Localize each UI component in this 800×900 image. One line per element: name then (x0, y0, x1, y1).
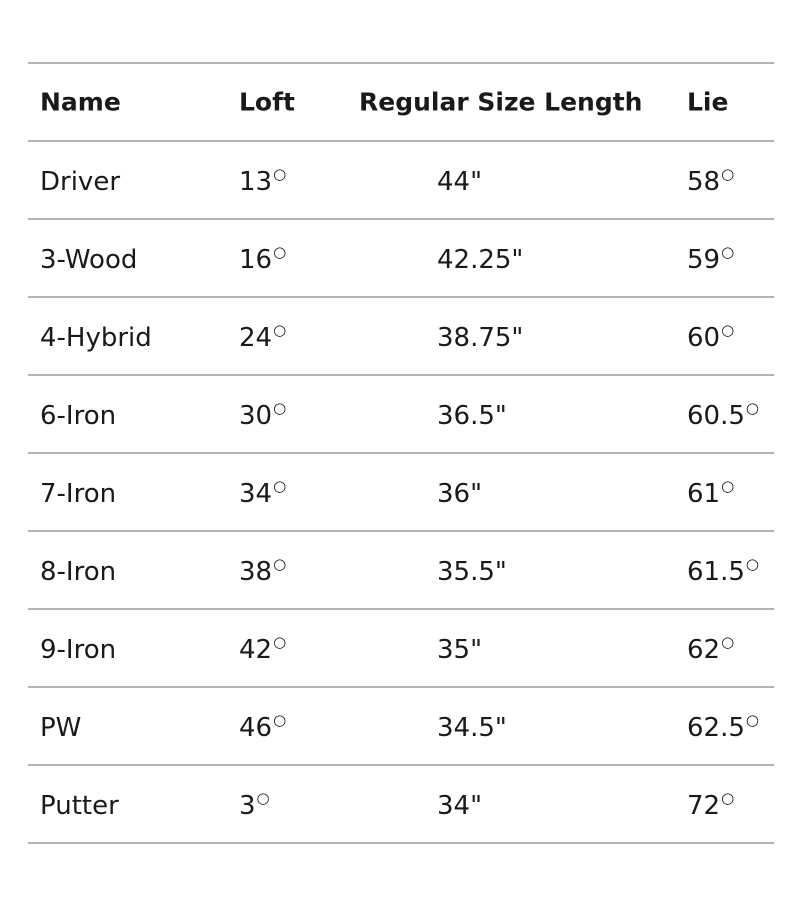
table-row (28, 298, 774, 376)
cell-lie-value: 59 (687, 245, 721, 275)
header-loft: Loft (239, 87, 295, 117)
cell-loft (239, 167, 286, 197)
cell-lie (687, 323, 734, 353)
degree-symbol: ○ (745, 555, 759, 573)
cell-lie (687, 167, 734, 197)
degree-symbol: ○ (273, 321, 287, 339)
degree-symbol: ○ (745, 399, 759, 417)
cell-name (40, 245, 137, 275)
degree-symbol: ○ (273, 477, 287, 495)
table-row (28, 688, 774, 766)
cell-lie-value: 60.5 (687, 401, 745, 431)
cell-length (437, 791, 482, 821)
degree-symbol: ○ (273, 711, 287, 729)
cell-length (437, 635, 482, 665)
cell-loft (239, 791, 270, 821)
cell-name-value: Putter (40, 791, 119, 821)
cell-lie-value: 62.5 (687, 713, 745, 743)
cell-length (437, 713, 507, 743)
cell-name-value: 3-Wood (40, 245, 138, 275)
degree-symbol: ○ (273, 399, 287, 417)
degree-symbol: ○ (273, 165, 287, 183)
cell-length-value: 36.5" (437, 401, 507, 431)
cell-lie-value: 61 (687, 479, 721, 509)
header-length: Regular Size Length (359, 87, 643, 117)
cell-length-value: 38.75" (437, 323, 524, 353)
cell-name-value: 6-Iron (40, 401, 117, 431)
cell-loft (239, 323, 286, 353)
cell-name (40, 401, 116, 431)
cell-name (40, 791, 119, 821)
cell-lie-value: 58 (687, 167, 721, 197)
cell-length (437, 167, 482, 197)
cell-length (437, 323, 523, 353)
cell-name-value: 4-Hybrid (40, 323, 152, 353)
table-row (28, 610, 774, 688)
cell-name-value: 9-Iron (40, 635, 117, 665)
cell-lie (687, 557, 759, 587)
cell-lie-value: 60 (687, 323, 721, 353)
cell-length-value: 34.5" (437, 713, 507, 743)
degree-symbol: ○ (721, 321, 735, 339)
table-header-row (28, 64, 774, 142)
cell-name (40, 167, 120, 197)
cell-name (40, 323, 152, 353)
cell-loft (239, 713, 286, 743)
degree-symbol: ○ (721, 477, 735, 495)
cell-lie-value: 62 (687, 635, 721, 665)
degree-symbol: ○ (273, 243, 287, 261)
cell-lie-value: 61.5 (687, 557, 745, 587)
cell-name-value: PW (40, 713, 82, 743)
cell-name (40, 479, 116, 509)
club-spec-table (28, 62, 774, 844)
table-body (28, 142, 774, 844)
cell-length-value: 36" (437, 479, 483, 509)
degree-symbol: ○ (273, 633, 287, 651)
cell-length-value: 35" (437, 635, 483, 665)
cell-length-value: 44" (437, 167, 483, 197)
cell-loft-value: 3 (239, 791, 256, 821)
table-row (28, 454, 774, 532)
cell-length-value: 34" (437, 791, 483, 821)
cell-loft-value: 34 (239, 479, 273, 509)
cell-loft (239, 245, 286, 275)
cell-name (40, 635, 116, 665)
cell-length (437, 557, 507, 587)
header-name: Name (40, 87, 121, 117)
cell-loft (239, 401, 286, 431)
cell-loft-value: 13 (239, 167, 273, 197)
cell-loft (239, 479, 286, 509)
cell-loft-value: 24 (239, 323, 273, 353)
cell-lie-value: 72 (687, 791, 721, 821)
cell-length (437, 401, 507, 431)
cell-loft (239, 635, 286, 665)
table-row (28, 532, 774, 610)
cell-lie (687, 635, 734, 665)
table-row (28, 376, 774, 454)
cell-name (40, 557, 116, 587)
degree-symbol: ○ (721, 789, 735, 807)
cell-loft-value: 46 (239, 713, 273, 743)
cell-name (40, 713, 81, 743)
degree-symbol: ○ (256, 789, 270, 807)
cell-name-value: Driver (40, 167, 121, 197)
cell-loft-value: 38 (239, 557, 273, 587)
degree-symbol: ○ (721, 243, 735, 261)
cell-loft (239, 557, 286, 587)
cell-name-value: 7-Iron (40, 479, 117, 509)
cell-loft-value: 42 (239, 635, 273, 665)
cell-lie (687, 245, 734, 275)
degree-symbol: ○ (721, 633, 735, 651)
cell-length (437, 245, 523, 275)
table-row (28, 220, 774, 298)
cell-loft-value: 30 (239, 401, 273, 431)
table-row (28, 142, 774, 220)
cell-length (437, 479, 482, 509)
cell-length-value: 42.25" (437, 245, 524, 275)
cell-lie (687, 791, 734, 821)
cell-length-value: 35.5" (437, 557, 507, 587)
cell-lie (687, 401, 759, 431)
cell-name-value: 8-Iron (40, 557, 117, 587)
degree-symbol: ○ (745, 711, 759, 729)
cell-loft-value: 16 (239, 245, 273, 275)
cell-lie (687, 479, 734, 509)
cell-lie (687, 713, 759, 743)
table-row (28, 766, 774, 844)
degree-symbol: ○ (721, 165, 735, 183)
degree-symbol: ○ (273, 555, 287, 573)
header-lie: Lie (687, 87, 729, 117)
